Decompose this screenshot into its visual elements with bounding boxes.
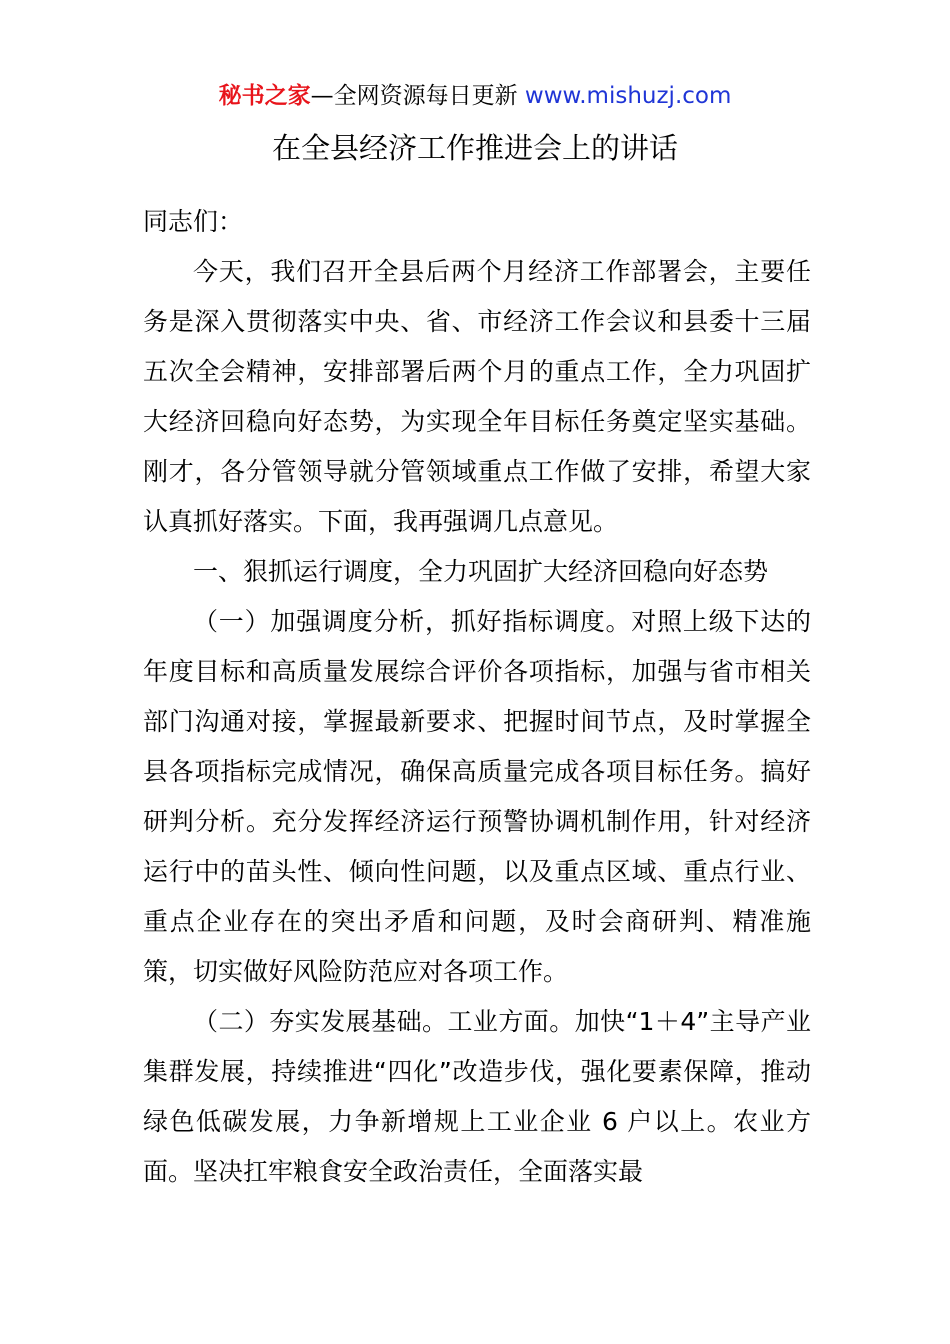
- section-heading: 一、狠抓运行调度，全力巩固扩大经济回稳向好态势: [193, 557, 769, 586]
- paragraph: 今天，我们召开全县后两个月经济工作部署会，主要任务是深入贯彻落实中央、省、市经济工作会议和县委十三届五次全会精神，安排部署后两个月的重点工作，全力巩固扩大经济回稳向好态势，为实现全年目标任务奠定坚实基础。刚才，各分管领导就分管领域重点工作做了安排，希望大家认真抓好落实。下面，我再强调几点意见。: [143, 257, 811, 536]
- site-header: [0, 80, 950, 112]
- salutation: 同志们：: [143, 207, 244, 236]
- document-title: 在全县经济工作推进会上的讲话: [271, 131, 678, 165]
- header-slogan: —全网资源每日更新: [310, 83, 525, 109]
- paragraph: （二）夯实发展基础。工业方面。加快“1＋4”主导产业集群发展，持续推进“四化”改造步伐，强化要素保障，推动绿色低碳发展，力争新增规上工业企业 6 户以上。农业方面。坚决扛牢粮食安全政治责任，全面落实最: [143, 1007, 811, 1186]
- paragraph: （一）加强调度分析，抓好指标调度。对照上级下达的年度目标和高质量发展综合评价各项指标，加强与省市相关部门沟通对接，掌握最新要求、把握时间节点，及时掌握全县各项指标完成情况，确保高质量完成各项目标任务。搞好研判分析。充分发挥经济运行预警协调机制作用，针对经济运行中的苗头性、倾向性问题，以及重点区域、重点行业、重点企业存在的突出矛盾和问题，及时会商研判、精准施策，切实做好风险防范应对各项工作。: [143, 607, 811, 986]
- brand-name: 秘书之家: [218, 83, 311, 109]
- site-url[interactable]: www.mishuzj.com: [524, 83, 732, 109]
- document-body: [143, 197, 811, 1197]
